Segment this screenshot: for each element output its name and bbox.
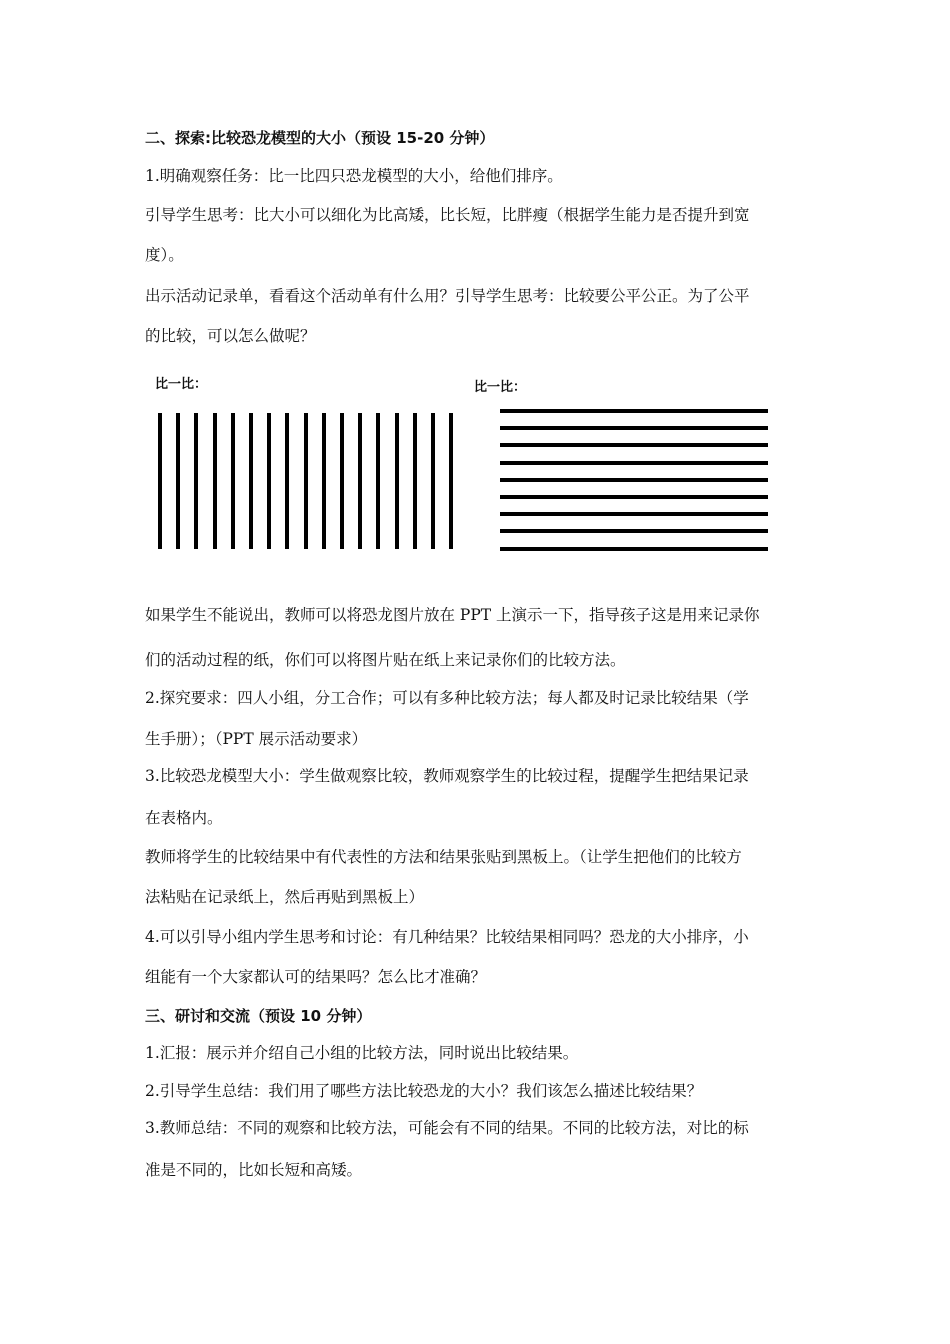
horizontal-line	[500, 512, 768, 516]
paragraph-line: 如果学生不能说出，教师可以将恐龙图片放在 PPT 上演示一下，指导孩子这是用来记录你	[145, 606, 760, 624]
vertical-line	[267, 413, 271, 549]
horizontal-line	[500, 461, 768, 465]
left-figure-label: 比一比：	[155, 377, 208, 392]
vertical-line	[413, 413, 417, 549]
horizontal-line	[500, 443, 768, 447]
paragraph-line: 2.探究要求：四人小组，分工合作；可以有多种比较方法；每人都及时记录比较结果（学	[145, 689, 749, 707]
vertical-line	[431, 413, 435, 549]
paragraph-line: 1.明确观察任务：比一比四只恐龙模型的大小，给他们排序。	[145, 167, 563, 185]
paragraph-line: 度）。	[145, 246, 184, 264]
paragraph-line: 组能有一个大家都认可的结果吗？怎么比才准确？	[145, 968, 487, 986]
horizontal-line	[500, 409, 768, 413]
horizontal-line	[500, 547, 768, 551]
vertical-line	[158, 413, 162, 549]
paragraph-line: 法粘贴在记录纸上，然后再贴到黑板上）	[145, 888, 425, 906]
paragraph-line: 准是不同的，比如长短和高矮。	[145, 1161, 363, 1179]
paragraph-line: 出示活动记录单，看看这个活动单有什么用？引导学生思考：比较要公平公正。为了公平	[145, 287, 750, 305]
section-2-heading: 二、探索:比较恐龙模型的大小（预设 15-20 分钟）	[145, 129, 495, 147]
section-3-heading: 三、研讨和交流（预设 10 分钟）	[145, 1007, 372, 1025]
vertical-line	[376, 413, 380, 549]
vertical-line	[304, 413, 308, 549]
vertical-line	[213, 413, 217, 549]
paragraph-line: 生手册）；（PPT 展示活动要求）	[145, 730, 368, 748]
vertical-line	[395, 413, 399, 549]
vertical-line	[285, 413, 289, 549]
vertical-line	[358, 413, 362, 549]
paragraph-line: 们的活动过程的纸，你们可以将图片贴在纸上来记录你们的比较方法。	[145, 651, 626, 669]
paragraph-line: 的比较，可以怎么做呢？	[145, 327, 316, 345]
horizontal-line	[500, 495, 768, 499]
vertical-line	[194, 413, 198, 549]
horizontal-line	[500, 529, 768, 533]
paragraph-line: 3.教师总结：不同的观察和比较方法，可能会有不同的结果。不同的比较方法，对比的标	[145, 1119, 749, 1137]
horizontal-line	[500, 426, 768, 430]
paragraph-line: 在表格内。	[145, 809, 223, 827]
vertical-line	[176, 413, 180, 549]
vertical-line	[449, 413, 453, 549]
paragraph-line: 3.比较恐龙模型大小：学生做观察比较，教师观察学生的比较过程，提醒学生把结果记录	[145, 767, 749, 785]
paragraph-line: 教师将学生的比较结果中有代表性的方法和结果张贴到黑板上。（让学生把他们的比较方	[145, 848, 742, 866]
vertical-line	[340, 413, 344, 549]
paragraph-line: 4.可以引导小组内学生思考和讨论：有几种结果？比较结果相同吗？恐龙的大小排序，小	[145, 928, 749, 946]
right-figure-label: 比一比：	[474, 380, 527, 395]
paragraph-line: 2.引导学生总结：我们用了哪些方法比较恐龙的大小？我们该怎么描述比较结果？	[145, 1082, 703, 1100]
vertical-line	[249, 413, 253, 549]
paragraph-line: 1.汇报：展示并介绍自己小组的比较方法，同时说出比较结果。	[145, 1044, 579, 1062]
vertical-line	[231, 413, 235, 549]
horizontal-line	[500, 478, 768, 482]
vertical-line	[322, 413, 326, 549]
paragraph-line: 引导学生思考：比大小可以细化为比高矮，比长短，比胖瘦（根据学生能力是否提升到宽	[145, 206, 750, 224]
